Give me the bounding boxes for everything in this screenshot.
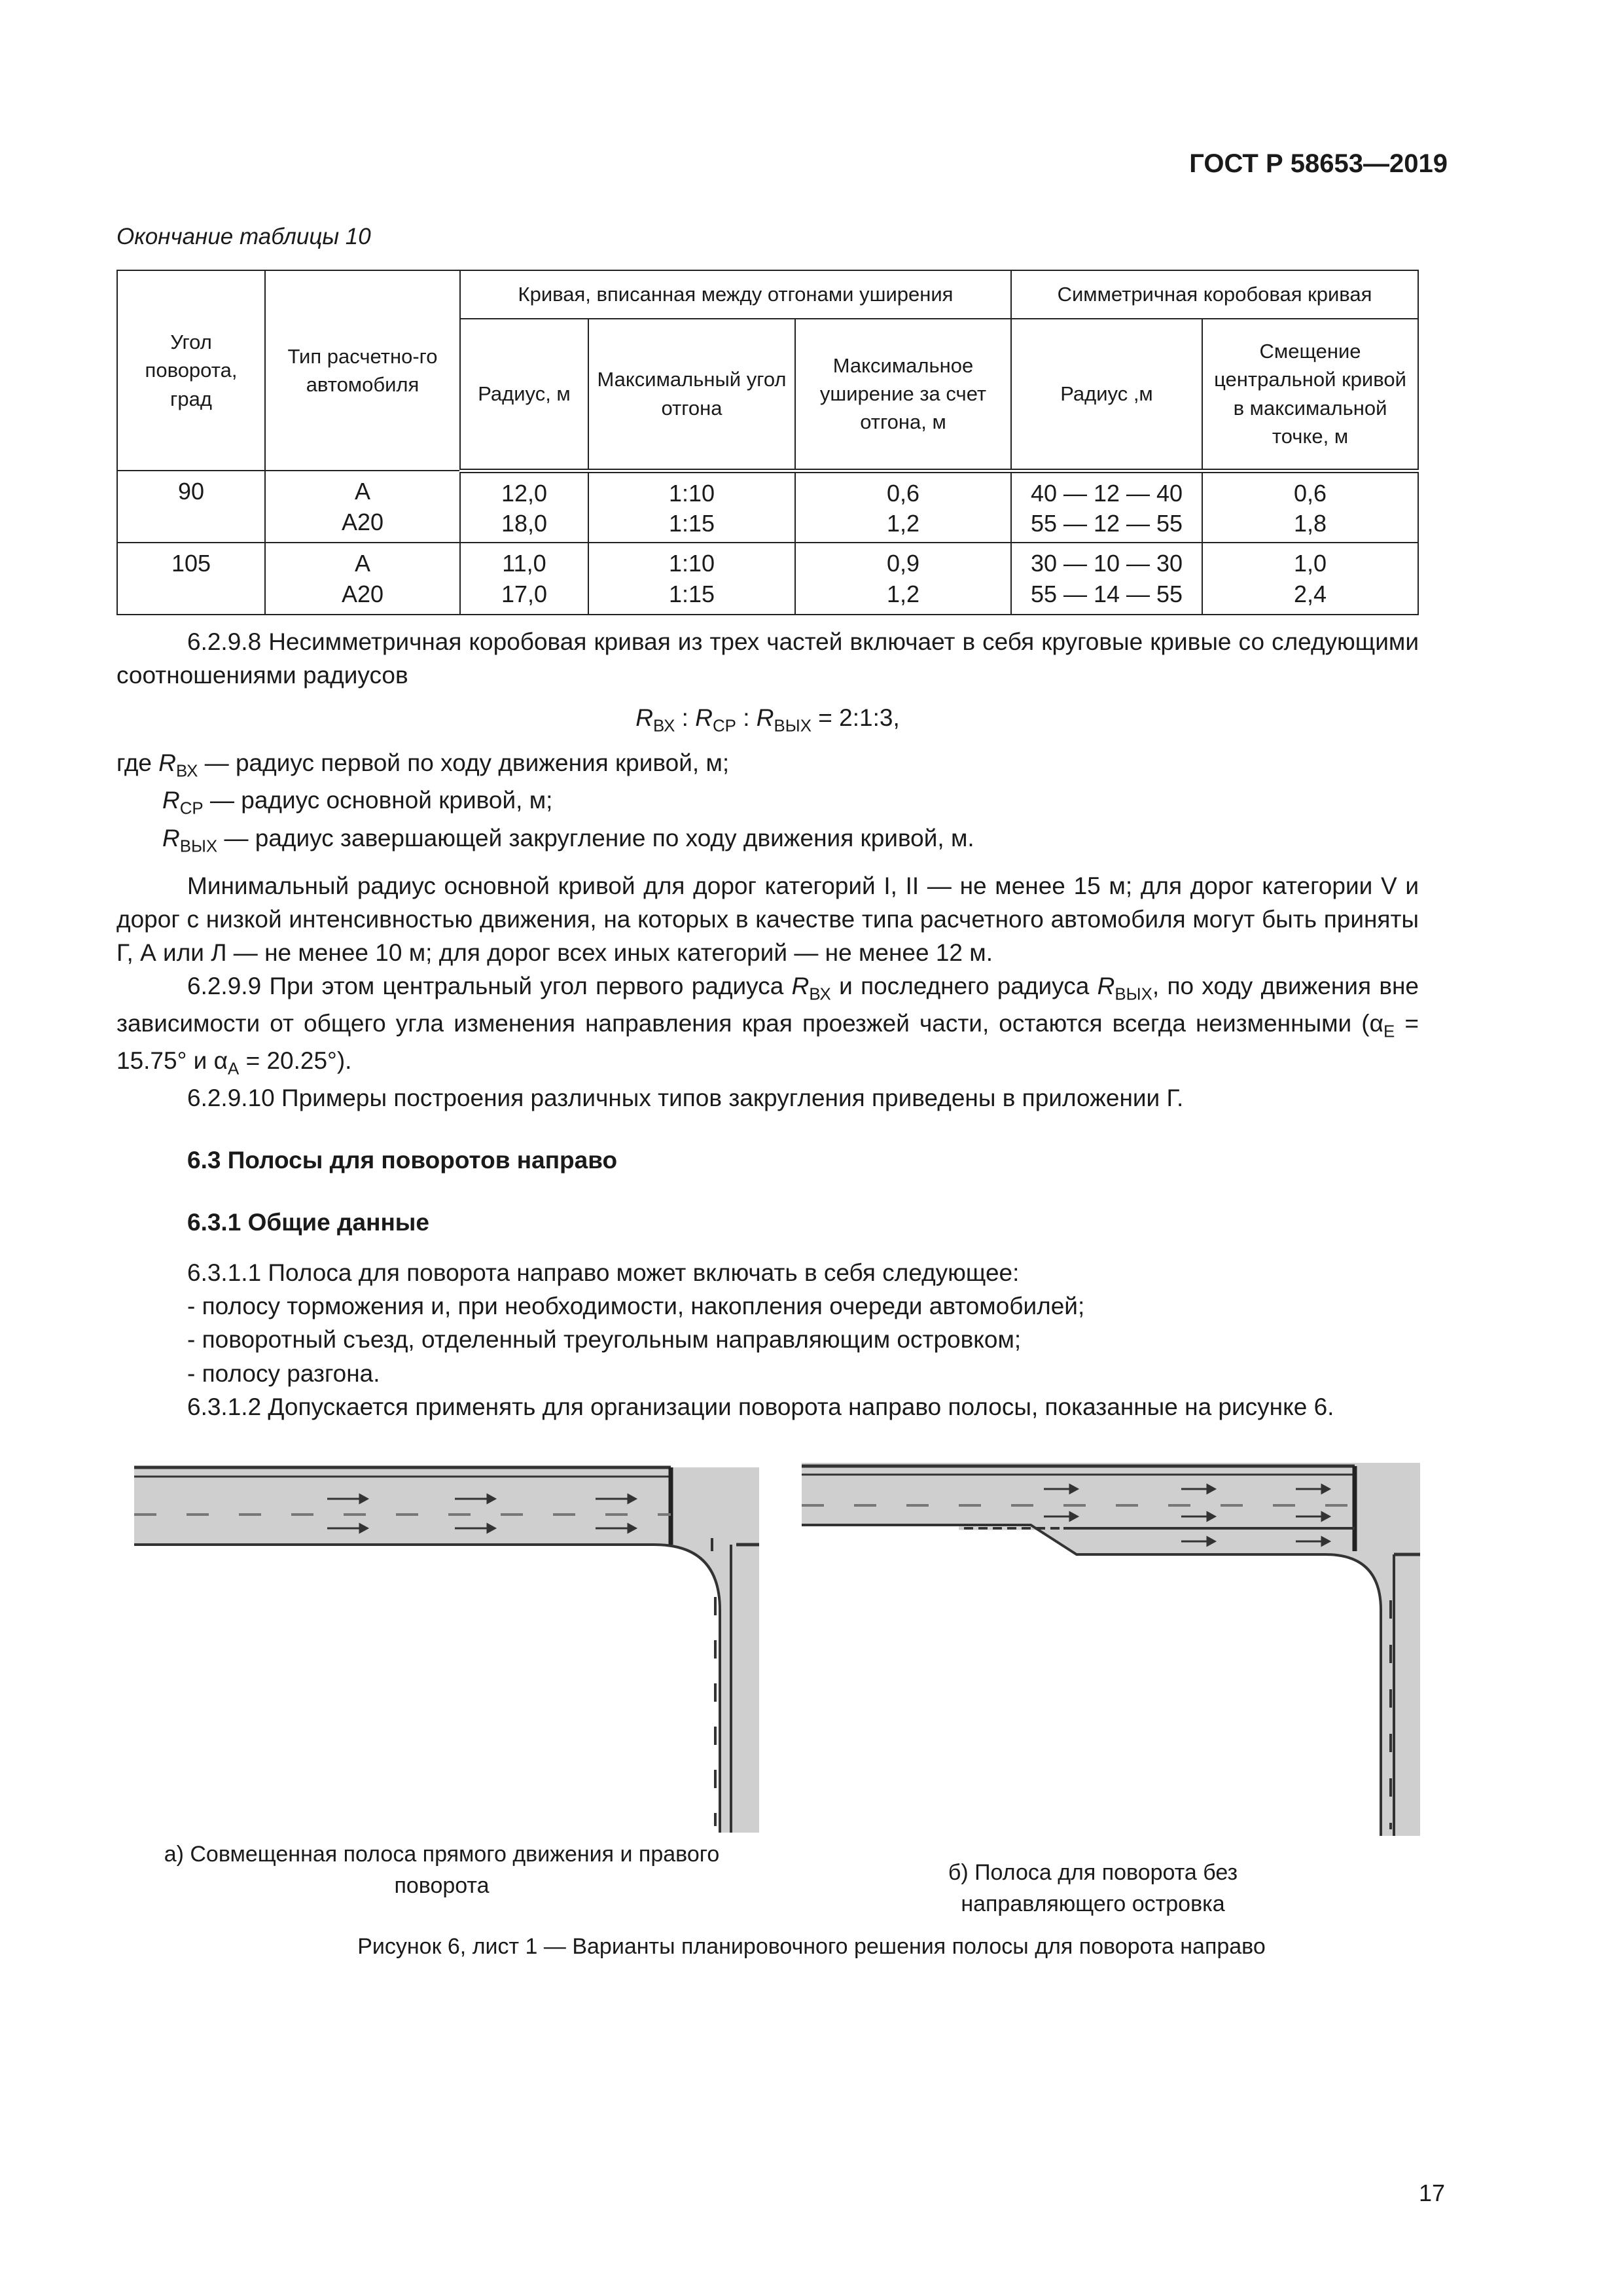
figure-b-diagram bbox=[802, 1463, 1423, 1839]
table-row bbox=[117, 543, 1418, 615]
where-line-1: где $R_{ВХ}$ — радиус первой по ходу движения кривой, м; bbox=[116, 749, 730, 781]
body-text bbox=[116, 625, 1419, 1424]
road-surface bbox=[802, 1463, 1420, 1836]
list-item: - полосу торможения и, при необходимости, накопления очереди автомобилей; bbox=[187, 1293, 1085, 1320]
table-caption: Окончание таблицы 10 bbox=[116, 224, 371, 249]
list-item: - поворотный съезд, отделенный треугольным направляющим островком; bbox=[187, 1326, 1022, 1354]
paragraph-6-3-1-2: 6.3.1.2 Допускается применять для организации поворота направо полосы, показанные на рисунке 6. bbox=[187, 1393, 1334, 1420]
col-sym-radius-header: Радиус ,м bbox=[1011, 319, 1202, 471]
figure-b-label: б) Полоса для поворота без направляющего островка bbox=[948, 1860, 1238, 1916]
figure-a-diagram bbox=[134, 1460, 762, 1839]
road-surface bbox=[134, 1467, 759, 1833]
paragraph-6-2-9-8: 6.2.9.8 Несимметричная коробовая кривая из трех частей включает в себя круговые кривые со следующими соотношениями радиусов bbox=[116, 628, 1419, 689]
list-item: - полосу разгона. bbox=[187, 1359, 380, 1387]
paragraph-6-2-9-10: 6.2.9.10 Примеры построения различных типов закругления приведены в приложении Г. bbox=[187, 1085, 1184, 1112]
cell-angle: 90 bbox=[117, 471, 265, 543]
table-10 bbox=[116, 270, 1419, 615]
cell-max-angle: 1:10 1:15 bbox=[588, 543, 795, 615]
col-shift-header: Смещение центральной кривой в максимальной точке, м bbox=[1202, 319, 1418, 471]
cell-angle: 105 bbox=[117, 543, 265, 615]
paragraph-min-radius: Минимальный радиус основной кривой для дорог категорий I, II — не менее 15 м; для дорог категории V и дорог с низкой интенсивностью движения, на которых в качестве типа расчетного автомобиля могут быть приняты Г, А или Л — не менее 10 м; для дорог всех иных категорий — не менее 12 м. bbox=[116, 872, 1419, 966]
cell-shift: 0,6 1,8 bbox=[1202, 471, 1418, 543]
cell-radius: 12,0 18,0 bbox=[460, 471, 588, 543]
cell-vehicle: А А20 bbox=[265, 471, 460, 543]
document-header: ГОСТ Р 58653—2019 bbox=[1189, 149, 1448, 178]
paragraph-6-3-1-1: 6.3.1.1 Полоса для поворота направо может включать в себя следующее: bbox=[187, 1259, 1020, 1287]
cell-radius: 11,0 17,0 bbox=[460, 543, 588, 615]
where-line-2: $R_{СР}$ — радиус основной кривой, м; bbox=[162, 787, 553, 818]
group-header-curve: Кривая, вписанная между отгонами уширения bbox=[460, 270, 1011, 319]
col-vehicle-header: Тип расчетно-го автомобиля bbox=[265, 270, 460, 471]
curb-line bbox=[134, 1545, 720, 1833]
section-heading-6-3-1: 6.3.1 Общие данные bbox=[187, 1209, 429, 1236]
col-max-widen-header: Максимальное уширение за счет отгона, м bbox=[795, 319, 1011, 471]
figure-caption: Рисунок 6, лист 1 — Варианты планировочного решения полосы для поворота направо bbox=[357, 1934, 1266, 1959]
cell-widen: 0,9 1,2 bbox=[795, 543, 1011, 615]
cell-sym-radius: 40 — 12 — 40 55 — 12 — 55 bbox=[1011, 471, 1202, 543]
cell-sym-radius: 30 — 10 — 30 55 — 14 — 55 bbox=[1011, 543, 1202, 615]
col-max-angle-header: Максимальный угол отгона bbox=[588, 319, 795, 471]
col-radius-header: Радиус, м bbox=[460, 319, 588, 471]
cell-widen: 0,6 1,2 bbox=[795, 471, 1011, 543]
curb-line bbox=[802, 1525, 1381, 1836]
cell-shift: 1,0 2,4 bbox=[1202, 543, 1418, 615]
group-header-symmetric: Симметричная коробовая кривая bbox=[1011, 270, 1418, 319]
cell-max-angle: 1:10 1:15 bbox=[588, 471, 795, 543]
col-angle-header: Угол поворота, град bbox=[117, 270, 265, 471]
cell-vehicle: А А20 bbox=[265, 543, 460, 615]
where-line-3: $R_{ВЫХ}$ — радиус завершающей закругление по ходу движения кривой, м. bbox=[162, 824, 974, 855]
figure-a-label: а) Совмещенная полоса прямого движения и правого поворота bbox=[164, 1842, 720, 1898]
paragraph-6-2-9-9: 6.2.9.9 При этом центральный угол первого радиуса $R_{ВХ}$ и последнего радиуса $R_{ВЫХ}$, по ходу движения вне зависимости от общего угла изменения направления края проезжей части, остаются всегда неизменными ($\alpha_E = 15.75^\circ$ и $\alpha_А = 20.25^\circ$). bbox=[116, 972, 1419, 1079]
table-row bbox=[117, 471, 1418, 543]
section-heading-6-3: 6.3 Полосы для поворотов направо bbox=[187, 1147, 618, 1174]
page-number: 17 bbox=[1418, 2179, 1445, 2206]
formula-radius-ratio: $R_{ВХ}$ : $R_{СР}$ : $R_{ВЫХ}$ = 2:1:3, bbox=[635, 704, 900, 736]
